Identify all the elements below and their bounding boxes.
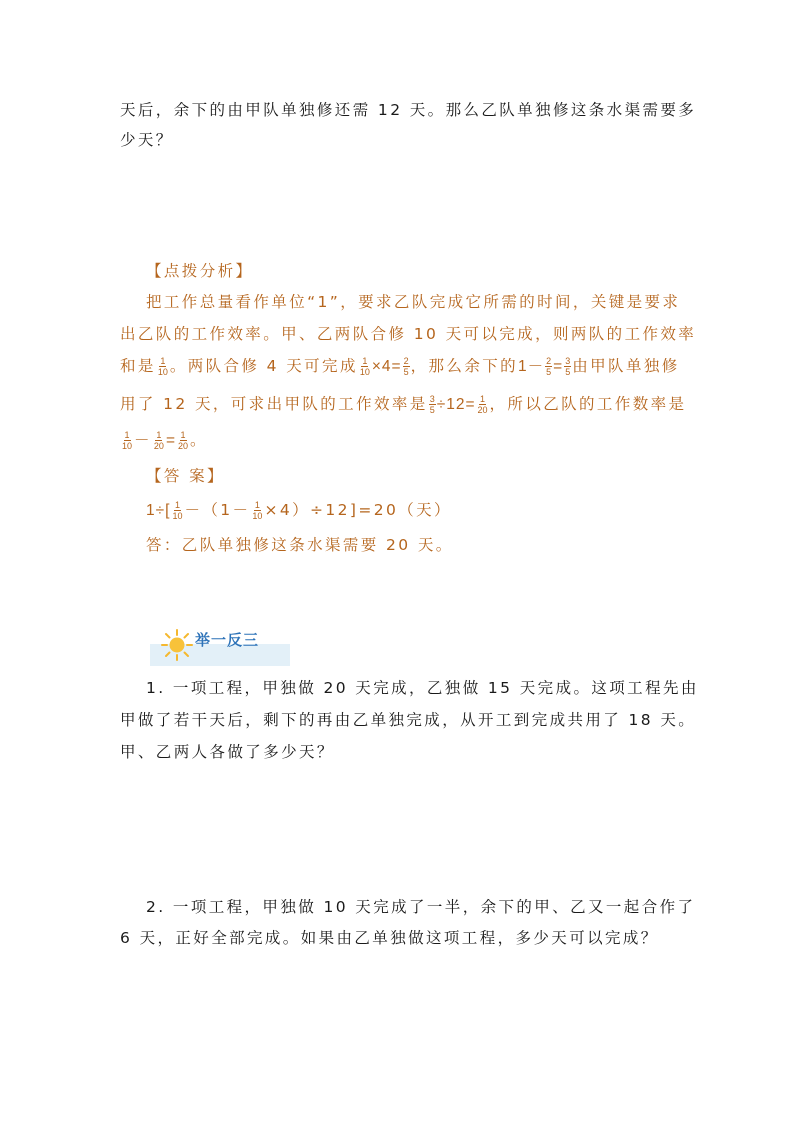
text: = <box>165 432 176 449</box>
text: ÷12= <box>436 396 476 413</box>
analysis-line-5 <box>120 430 208 451</box>
fraction <box>403 356 410 377</box>
fraction <box>429 394 436 415</box>
numerator: 1 <box>124 430 130 440</box>
denominator: 10 <box>172 511 183 521</box>
denominator: 20 <box>153 441 164 451</box>
numerator: 2 <box>546 356 552 366</box>
fraction <box>251 500 263 521</box>
analysis-line-1: 把工作总量看作单位“1”，要求乙队完成它所需的时间，关键是要求 <box>146 293 681 311</box>
text: 和是 <box>120 357 156 375</box>
text: 。两队合修 4 天可完成 <box>169 357 358 375</box>
fraction <box>153 430 165 451</box>
analysis-line-3 <box>120 356 680 377</box>
fraction <box>177 430 189 451</box>
denominator: 20 <box>178 441 189 451</box>
text: ×4= <box>371 358 402 375</box>
numerator: 3 <box>565 356 571 366</box>
numerator: 2 <box>403 356 409 366</box>
fraction <box>171 500 183 521</box>
numerator: 1 <box>480 394 486 404</box>
analysis-heading: 【点拨分析】 <box>146 262 254 280</box>
text: 1－ <box>518 358 545 375</box>
fraction <box>359 356 371 377</box>
numerator: 1 <box>156 430 162 440</box>
denominator: 10 <box>252 511 263 521</box>
text: 。 <box>190 431 208 449</box>
denominator: 10 <box>122 441 133 451</box>
practice-banner-title: 举一反三 <box>195 631 260 649</box>
text: = <box>553 358 564 375</box>
numerator: 1 <box>180 430 186 440</box>
fraction <box>564 356 571 377</box>
numerator: 1 <box>160 356 166 366</box>
answer-conclusion: 答：乙队单独修这条水渠需要 20 天。 <box>146 536 454 554</box>
text: － <box>134 431 152 449</box>
fraction <box>121 430 133 451</box>
analysis-line-4 <box>120 394 686 415</box>
fraction <box>477 394 489 415</box>
practice-q2-line-2: 6 天，正好全部完成。如果由乙单独做这项工程，多少天可以完成？ <box>120 929 659 947</box>
numerator: 1 <box>362 356 368 366</box>
denominator: 20 <box>477 405 488 415</box>
answer-formula <box>146 500 452 521</box>
question-line-2: 少天？ <box>120 131 174 149</box>
denominator: 10 <box>359 367 370 377</box>
numerator: 3 <box>429 394 435 404</box>
answer-heading: 【答 案】 <box>146 467 225 485</box>
text: ，那么余下的 <box>410 357 519 375</box>
practice-q1-line-3: 甲、乙两人各做了多少天？ <box>120 743 335 761</box>
text: 由甲队单独修 <box>572 357 680 375</box>
text: －（1－ <box>184 501 251 519</box>
text: ，所以乙队的工作数率是 <box>489 395 687 413</box>
practice-q2-line-1: 2. 一项工程，甲独做 10 天完成了一半，余下的甲、乙又一起合作了 <box>146 898 696 916</box>
denominator: 5 <box>403 367 409 377</box>
denominator: 5 <box>429 405 435 415</box>
text: 用了 12 天，可求出甲队的工作效率是 <box>120 395 428 413</box>
sun-icon <box>160 628 194 662</box>
fraction <box>157 356 169 377</box>
analysis-line-2: 出乙队的工作效率。甲、乙两队合修 10 天可以完成，则两队的工作效率 <box>120 325 697 343</box>
denominator: 10 <box>157 367 168 377</box>
denominator: 5 <box>546 367 552 377</box>
text: ×4）÷12]=20（天） <box>264 501 452 519</box>
practice-q1-line-2: 甲做了若干天后，剩下的再由乙单独完成，从开工到完成共用了 18 天。 <box>120 711 697 729</box>
denominator: 5 <box>565 367 571 377</box>
question-line-1: 天后，余下的由甲队单独修还需 12 天。那么乙队单独修这条水渠需要多 <box>120 101 697 119</box>
text: 1÷[ <box>146 502 171 519</box>
numerator: 1 <box>254 500 260 510</box>
practice-q1-line-1: 1. 一项工程，甲独做 20 天完成，乙独做 15 天完成。这项工程先由 <box>146 679 699 697</box>
fraction <box>545 356 552 377</box>
numerator: 1 <box>174 500 180 510</box>
